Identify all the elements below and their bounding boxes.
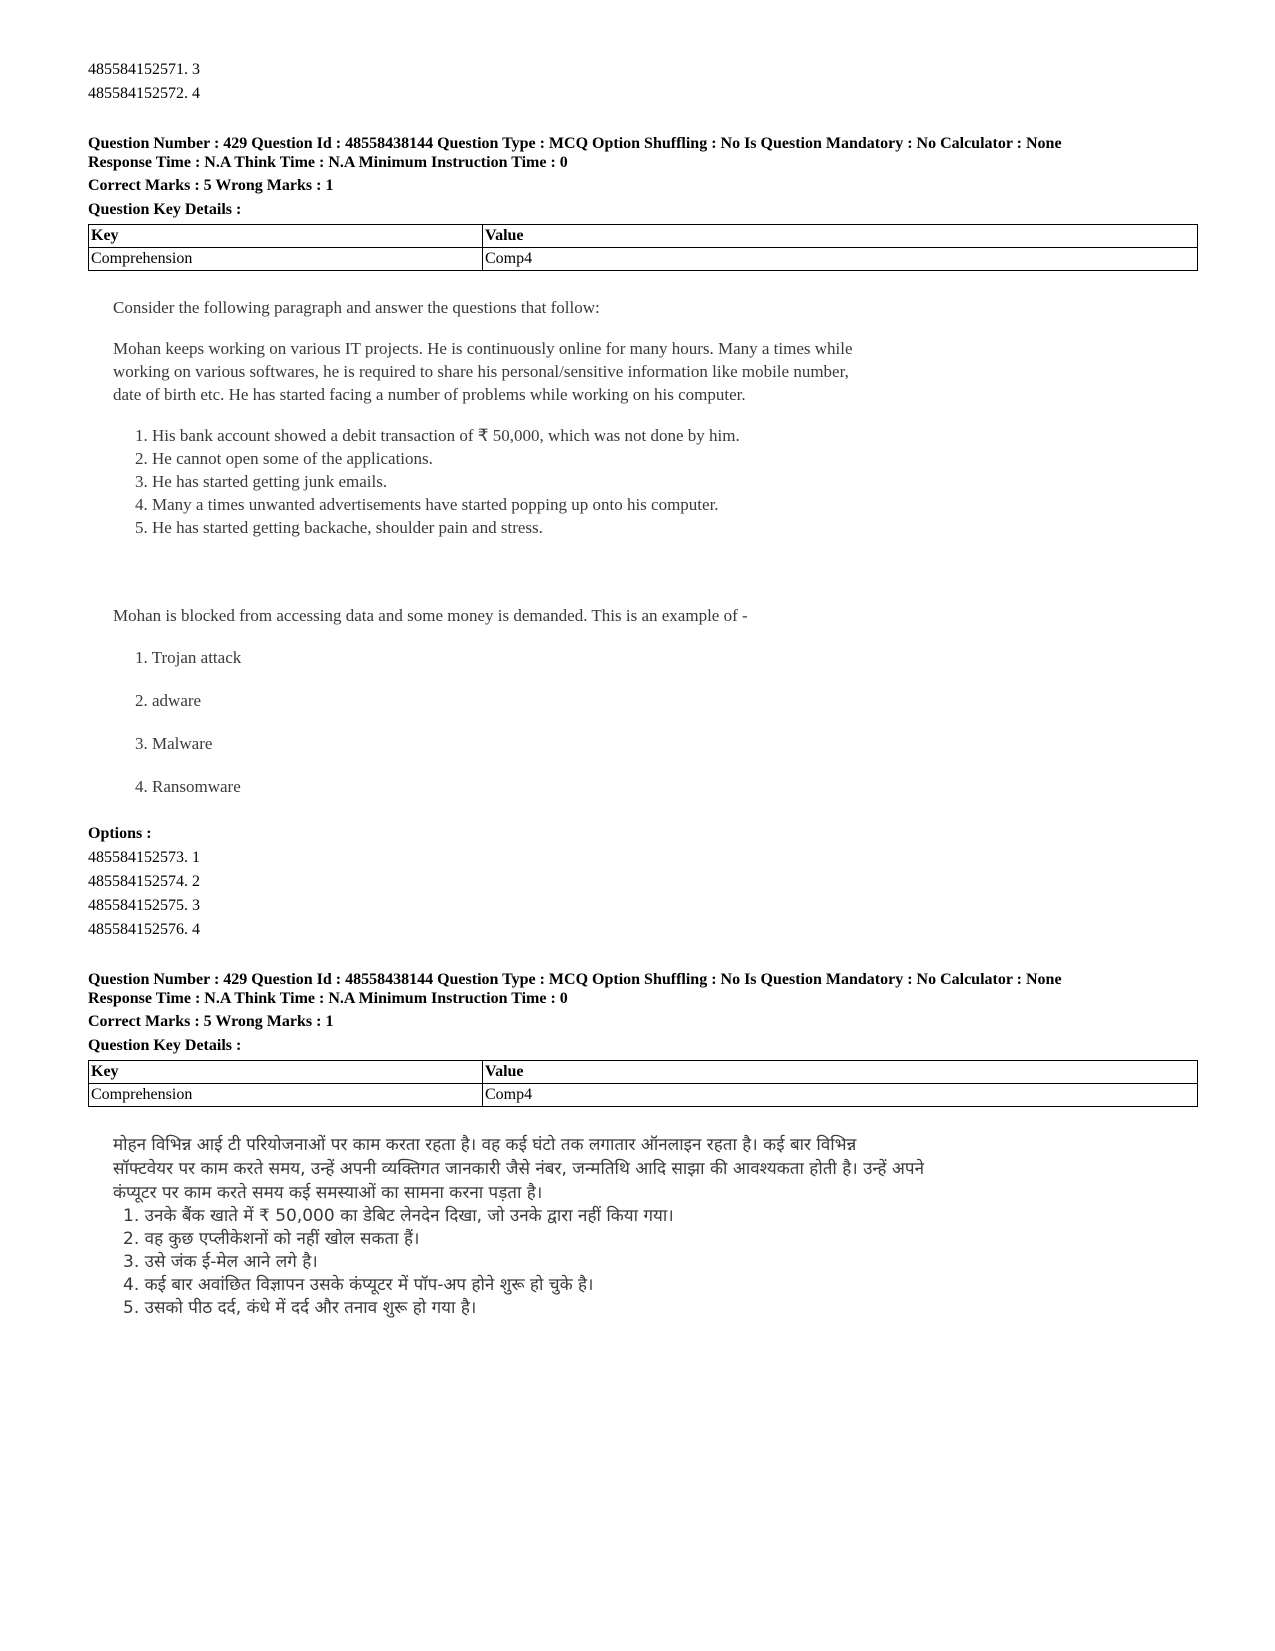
question-block-2	[88, 970, 1198, 1107]
question-header: Question Number : 429 Question Id : 48558438144 Question Type : MCQ Option Shuffling : No Is Question Mandatory : No Calculator : None	[88, 135, 1062, 152]
options-label: Options :	[88, 825, 152, 842]
passage-intro: Consider the following paragraph and answer the questions that follow:	[113, 298, 600, 317]
key-cell: Comprehension	[89, 1084, 483, 1107]
problem-list	[113, 424, 1198, 539]
problem-item: 5. उसको पीठ दर्द, कंधे में दर्द और तनाव शुरू हो गया है।	[123, 1298, 477, 1318]
passage-paragraph-line: सॉफ्टवेयर पर काम करते समय, उन्हें अपनी व्यक्तिगत जानकारी जैसे नंबर, जन्मतिथि आदि साझा की आवश्यकता होती है। उन्हें अपने	[113, 1159, 925, 1179]
value-column-header: Value	[483, 1061, 1198, 1084]
key-column-header: Key	[89, 1061, 483, 1084]
passage-paragraph-line: working on various softwares, he is required to share his personal/sensitive information like mobile number,	[113, 362, 849, 381]
key-details-label: Question Key Details :	[88, 1037, 242, 1054]
question-timing: Response Time : N.A Think Time : N.A Minimum Instruction Time : 0	[88, 154, 568, 171]
problem-item: 3. He has started getting junk emails.	[135, 472, 388, 491]
option-line: 485584152575. 3	[88, 897, 200, 914]
problem-item: 4. कई बार अवांछित विज्ञापन उसके कंप्यूटर में पॉप-अप होने शुरू हो चुके है।	[123, 1275, 594, 1295]
question-marks: Correct Marks : 5 Wrong Marks : 1	[88, 1013, 334, 1030]
key-cell: Comprehension	[89, 248, 483, 271]
value-cell: Comp4	[483, 1084, 1198, 1107]
options-section	[88, 822, 1198, 942]
question-block-1	[88, 134, 1198, 271]
problem-item: 5. He has started getting backache, shoulder pain and stress.	[135, 518, 543, 537]
key-details-label: Question Key Details :	[88, 201, 242, 218]
answer-choice: 1. Trojan attack	[135, 648, 242, 667]
problem-item: 2. He cannot open some of the applications.	[135, 449, 433, 468]
question-timing: Response Time : N.A Think Time : N.A Minimum Instruction Time : 0	[88, 990, 568, 1007]
key-details-table	[88, 224, 1198, 271]
question-text: Mohan is blocked from accessing data and some money is demanded. This is an example of -	[113, 606, 748, 625]
passage-paragraph-line: कंप्यूटर पर काम करते समय कई समस्याओं का सामना करना पड़ता है।	[113, 1183, 543, 1203]
passage-english	[88, 297, 1198, 798]
passage-paragraph-line: मोहन विभिन्न आई टी परियोजनाओं पर काम करता रहता है। वह कई घंटो तक लगातार ऑनलाइन रहता है। कई बार विभिन्न	[113, 1135, 857, 1155]
option-line: 485584152573. 1	[88, 849, 200, 866]
answer-choice: 2. adware	[135, 691, 202, 710]
option-line: 485584152576. 4	[88, 921, 200, 938]
problem-item: 1. His bank account showed a debit transaction of ₹ 50,000, which was not done by him.	[135, 426, 740, 445]
passage-paragraph-line: date of birth etc. He has started facing a number of problems while working on his computer.	[113, 385, 746, 404]
answer-choices	[113, 647, 1198, 798]
answer-choice: 4. Ransomware	[135, 777, 241, 796]
previous-options	[88, 58, 1198, 106]
answer-choice: 3. Malware	[135, 734, 213, 753]
problem-item: 2. वह कुछ एप्लीकेशनों को नहीं खोल सकता हैं।	[123, 1229, 420, 1249]
problem-list	[113, 1205, 1198, 1320]
question-paper-page	[88, 58, 1198, 1320]
problem-item: 3. उसे जंक ई-मेल आने लगे है।	[123, 1252, 318, 1272]
value-column-header: Value	[483, 225, 1198, 248]
question-marks: Correct Marks : 5 Wrong Marks : 1	[88, 177, 334, 194]
key-details-table	[88, 1060, 1198, 1107]
option-line: 485584152572. 4	[88, 85, 200, 102]
option-line: 485584152574. 2	[88, 873, 200, 890]
passage-hindi	[88, 1133, 1198, 1320]
problem-item: 4. Many a times unwanted advertisements have started popping up onto his computer.	[135, 495, 719, 514]
value-cell: Comp4	[483, 248, 1198, 271]
passage-paragraph-line: Mohan keeps working on various IT projects. He is continuously online for many hours. Many a times while	[113, 339, 853, 358]
question-header: Question Number : 429 Question Id : 48558438144 Question Type : MCQ Option Shuffling : No Is Question Mandatory : No Calculator : None	[88, 971, 1062, 988]
option-line: 485584152571. 3	[88, 61, 200, 78]
key-column-header: Key	[89, 225, 483, 248]
problem-item: 1. उनके बैंक खाते में ₹ 50,000 का डेबिट लेनदेन दिखा, जो उनके द्वारा नहीं किया गया।	[123, 1206, 674, 1226]
